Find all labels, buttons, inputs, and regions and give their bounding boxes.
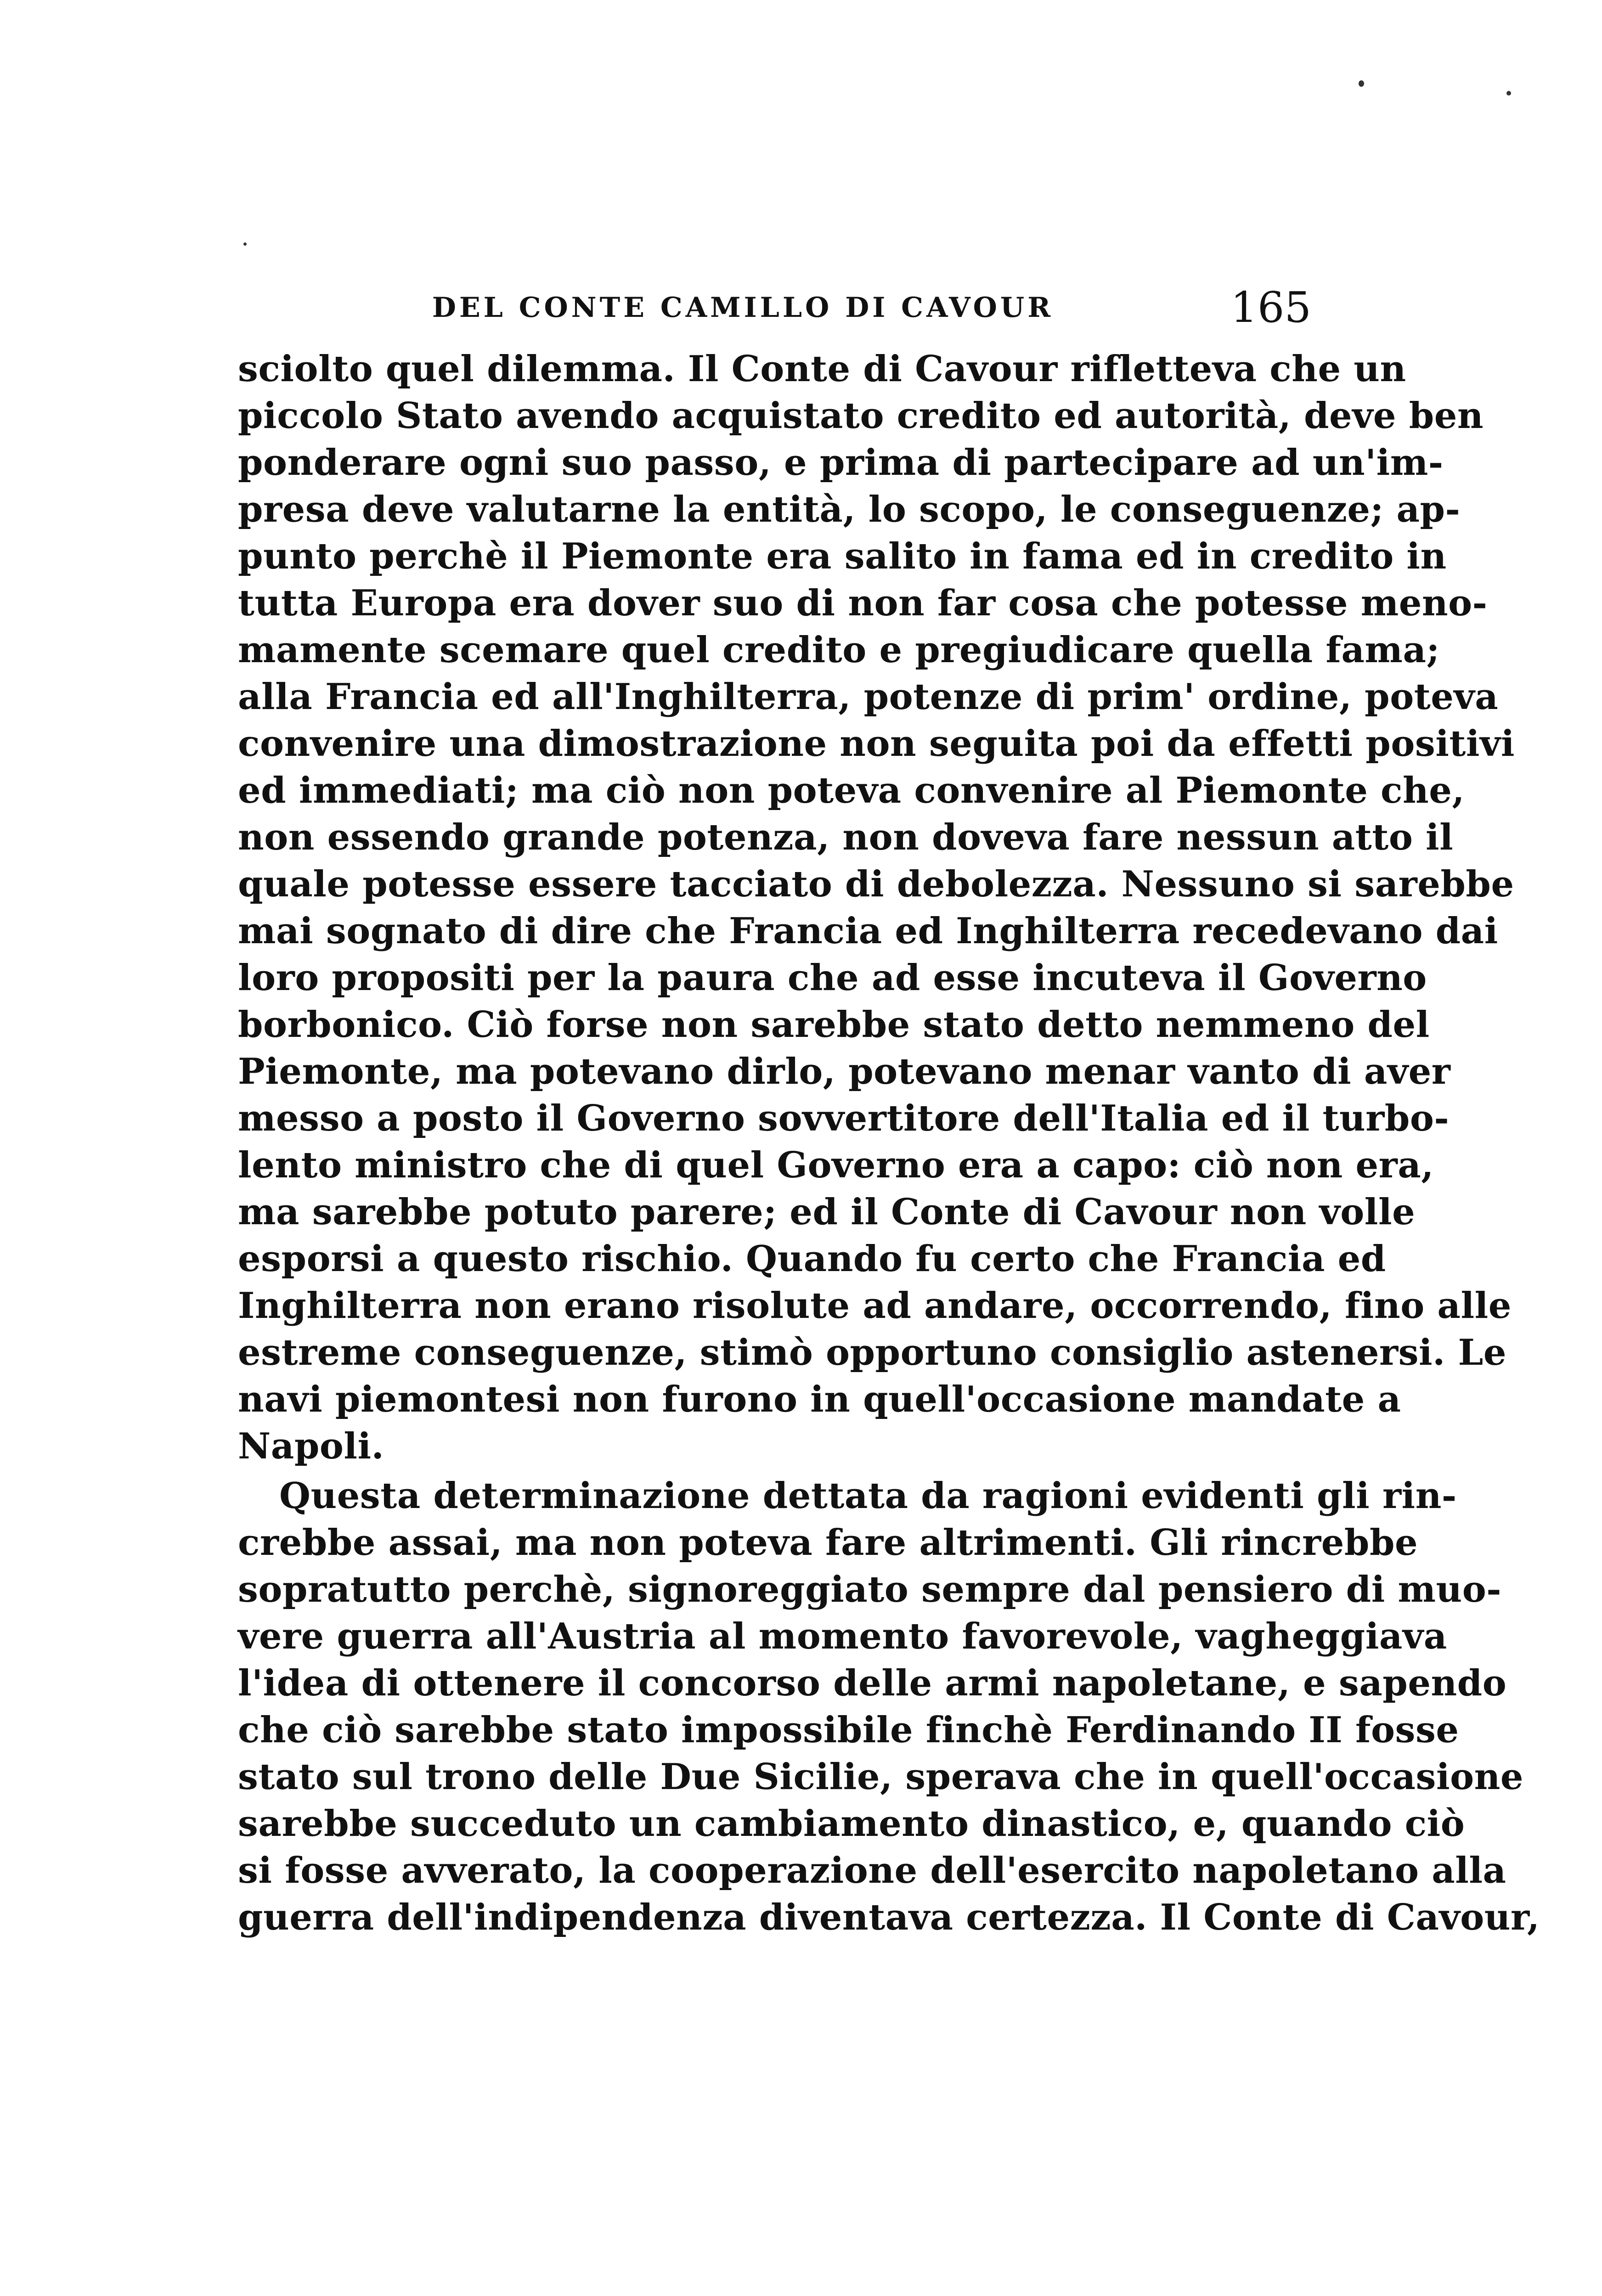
text-line: alla Francia ed all'Inghilterra, potenze di prim' ordine, poteva: [238, 676, 1499, 718]
text-line: che ciò sarebbe stato impossibile finchè Ferdinando II fosse: [238, 1709, 1459, 1751]
text-line: Piemonte, ma potevano dirlo, potevano menar vanto di aver: [238, 1051, 1451, 1092]
text-line: Questa determinazione dettata da ragioni evidenti gli rin-: [279, 1475, 1457, 1517]
ink-speck: [1506, 91, 1511, 96]
text-line: vere guerra all'Austria al momento favorevole, vagheggiava: [238, 1615, 1447, 1657]
text-line: quale potesse essere tacciato di debolezza. Nessuno si sarebbe: [238, 863, 1514, 905]
paragraph-1: [238, 346, 1515, 1470]
text-line: esporsi a questo rischio. Quando fu certo che Francia ed: [238, 1238, 1386, 1280]
text-line: loro propositi per la paura che ad esse incuteva il Governo: [238, 957, 1427, 999]
text-line: convenire una dimostrazione non seguita poi da effetti positivi: [238, 723, 1515, 765]
ink-speck: [243, 242, 247, 246]
text-line: estreme conseguenze, stimò opportuno consiglio astenersi. Le: [238, 1332, 1506, 1373]
text-line: sarebbe succeduto un cambiamento dinastico, e, quando ciò: [238, 1803, 1465, 1845]
text-line: Napoli.: [238, 1425, 384, 1467]
text-line: ponderare ogni suo passo, e prima di partecipare ad un'im-: [238, 442, 1444, 484]
text-line: sopratutto perchè, signoreggiato sempre dal pensiero di muo-: [238, 1569, 1502, 1610]
page-number: 165: [1230, 283, 1311, 332]
text-line: lento ministro che di quel Governo era a capo: ciò non era,: [238, 1144, 1434, 1186]
running-head: [239, 282, 1311, 333]
text-line: mai sognato di dire che Francia ed Inghilterra recedevano dai: [238, 910, 1498, 952]
body-text: [238, 346, 1540, 1941]
ink-speck: [1359, 80, 1364, 87]
running-title: DEL CONTE CAMILLO DI CAVOUR: [432, 292, 1054, 324]
text-line: punto perchè il Piemonte era salito in fama ed in credito in: [238, 535, 1447, 577]
text-line: mamente scemare quel credito e pregiudicare quella fama;: [238, 629, 1440, 671]
text-line: presa deve valutarne la entità, lo scopo, le conseguenze; ap-: [238, 489, 1461, 530]
text-line: ed immediati; ma ciò non poteva convenire al Piemonte che,: [238, 770, 1465, 811]
text-line: si fosse avverato, la cooperazione dell'esercito napoletano alla: [238, 1850, 1506, 1891]
text-line: sciolto quel dilemma. Il Conte di Cavour rifletteva che un: [238, 348, 1406, 390]
paragraph-2: [238, 1473, 1540, 1941]
text-line: l'idea di ottenere il concorso delle armi napoletane, e sapendo: [238, 1662, 1507, 1704]
text-line: Inghilterra non erano risolute ad andare, occorrendo, fino alle: [238, 1285, 1512, 1327]
text-line: ma sarebbe potuto parere; ed il Conte di Cavour non volle: [238, 1191, 1416, 1233]
text-line: non essendo grande potenza, non doveva fare nessun atto il: [238, 816, 1454, 858]
text-line: messo a posto il Governo sovvertitore dell'Italia ed il turbo-: [238, 1097, 1450, 1139]
text-line: navi piemontesi non furono in quell'occasione mandate a: [238, 1379, 1401, 1420]
text-line: tutta Europa era dover suo di non far cosa che potesse meno-: [238, 582, 1488, 624]
text-line: guerra dell'indipendenza diventava certezza. Il Conte di Cavour,: [238, 1896, 1540, 1938]
text-line: piccolo Stato avendo acquistato credito ed autorità, deve ben: [238, 395, 1484, 437]
text-line: crebbe assai, ma non poteva fare altrimenti. Gli rincrebbe: [238, 1522, 1418, 1564]
text-line: borbonico. Ciò forse non sarebbe stato detto nemmeno del: [238, 1004, 1430, 1046]
text-line: stato sul trono delle Due Sicilie, sperava che in quell'occasione: [238, 1756, 1523, 1798]
